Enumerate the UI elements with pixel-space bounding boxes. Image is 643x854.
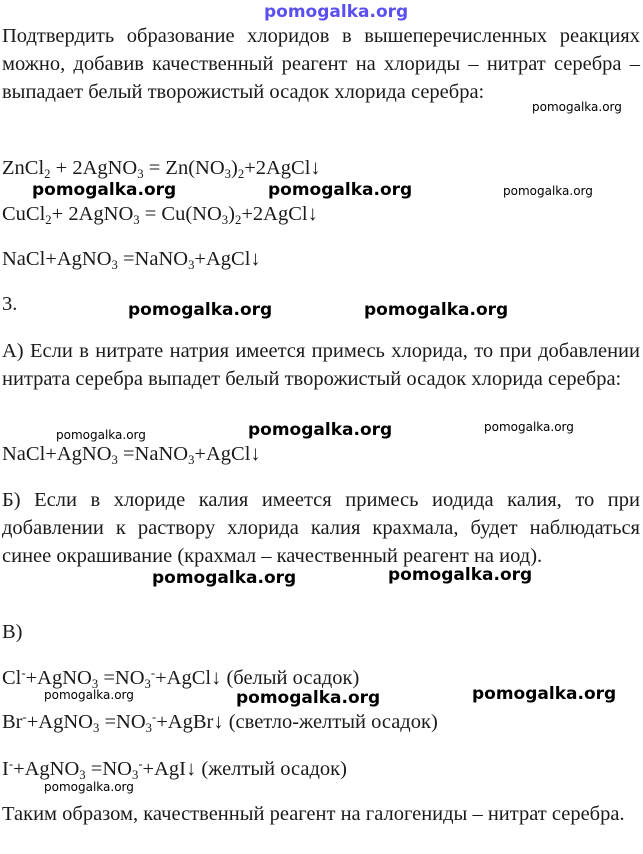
watermark: pomogalka.org — [128, 300, 273, 320]
watermark: pomogalka.org — [236, 688, 381, 708]
reaction-nacl-1: NaCl+AgNO$_3$ =NaNO$_3$+AgCl↓ — [2, 248, 261, 273]
watermark: pomogalka.org — [532, 100, 622, 114]
watermark: pomogalka.org — [388, 565, 533, 585]
conclusion-paragraph: Таким образом, качественный реагент на галогениды – нитрат серебра. — [2, 803, 625, 825]
part-c-label: В) — [2, 621, 23, 643]
part-a-paragraph: А) Если в нитрате натрия имеется примесь хлорида, то при добавлении нитрата серебра выпадет белый творожистый осадок хлорида серебра: — [2, 340, 640, 390]
reaction-nacl-2: NaCl+AgNO$_3$ =NaNO$_3$+AgCl↓ — [2, 443, 261, 468]
watermark: pomogalka.org — [472, 684, 617, 704]
watermark: pomogalka.org — [503, 184, 593, 198]
reaction-cucl2: CuCl$_2$+ 2AgNO$_3$ = $Cu(NO_3)_2+2AgCl↓$ — [2, 203, 318, 228]
section-number: 3. — [2, 293, 18, 315]
watermark: pomogalka.org — [56, 428, 146, 442]
reaction-chloride-ion: Cl-+AgNO$_3$ $=NO_3^-+AgCl↓$ (белый осадок) — [2, 666, 360, 692]
watermark: pomogalka.org — [248, 420, 393, 440]
watermark: pomogalka.org — [152, 568, 297, 588]
watermark: pomogalka.org — [268, 180, 413, 200]
reaction-iodide-ion: I-+AgNO$_3$ $=NO_3^-+AgI↓$ (желтый осадок) — [2, 757, 347, 783]
watermark-top: pomogalka.org — [264, 2, 409, 22]
reaction-bromide-ion: Br-+AgNO$_3$ $=NO_3^-+AgBr↓$ (светло-желтый осадок) — [2, 710, 438, 736]
reaction-zncl2: ZnCl$_2$ + 2AgNO$_3$ = $Zn(NO_3)_2+2AgCl↓$ — [2, 157, 321, 182]
watermark: pomogalka.org — [32, 180, 177, 200]
intro-paragraph: Подтвердить образование хлоридов в вышеперечисленных реакциях можно, добавив качественный реагент на хлориды – нитрат серебра – выпадает белый творожистый осадок хлорида серебра: — [2, 25, 640, 103]
watermark: pomogalka.org — [44, 780, 134, 794]
watermark: pomogalka.org — [364, 300, 509, 320]
watermark: pomogalka.org — [44, 688, 134, 702]
watermark: pomogalka.org — [484, 420, 574, 434]
part-b-paragraph: Б) Если в хлориде калия имеется примесь иодида калия, то при добавлении к раствору хлорида калия крахмала, будет наблюдаться синее окрашивание (крахмал – качественный реагент на иод). — [2, 489, 640, 567]
